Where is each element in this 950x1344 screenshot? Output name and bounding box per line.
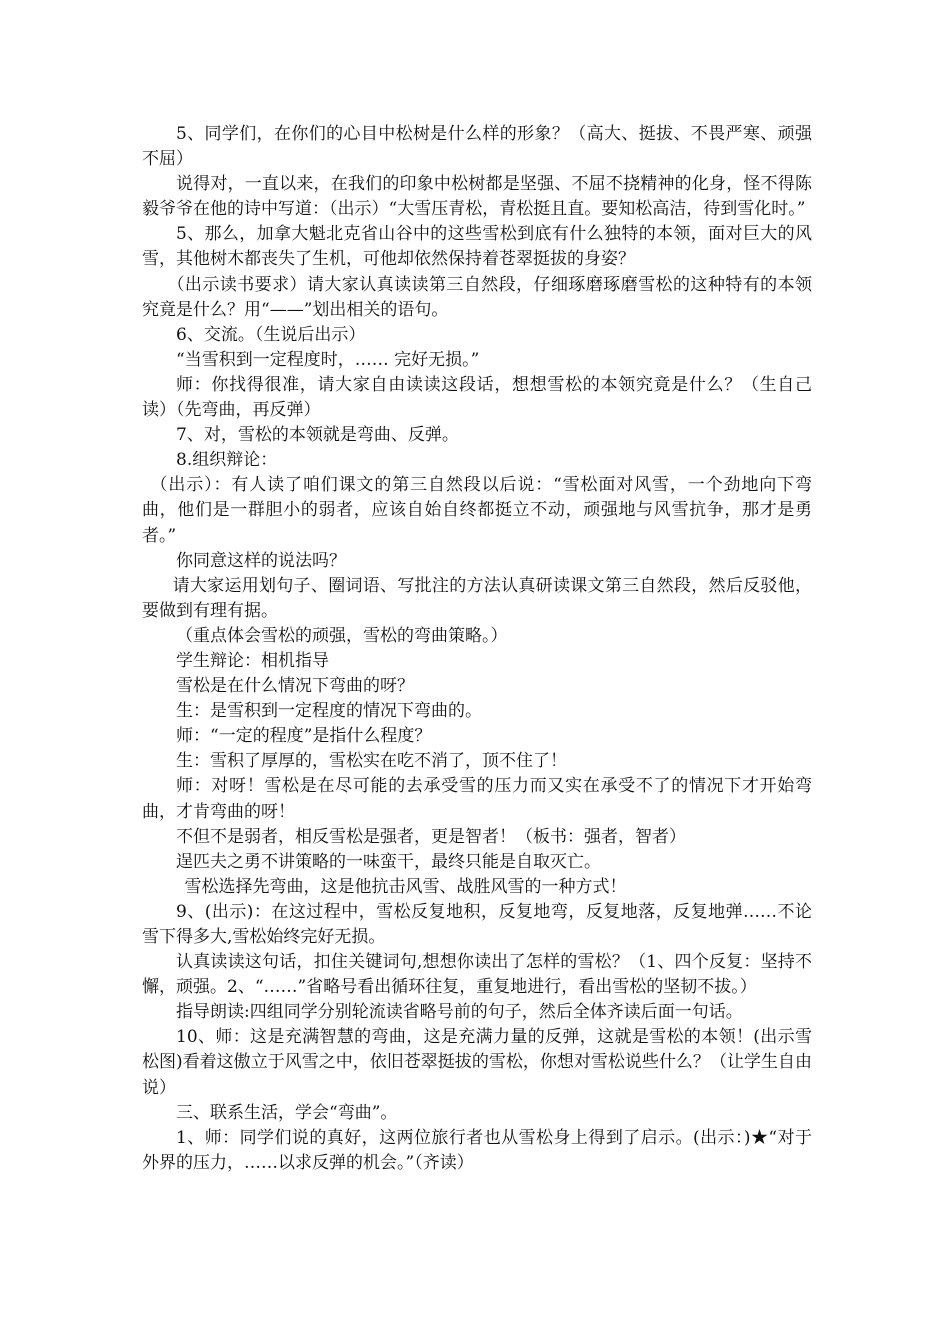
paragraph-guided-reading: 指导朗读:四组同学分别轮流读省略号前的句子，然后全体齐读后面一句话。 — [176, 1002, 743, 1023]
paragraph-question-5: 5、同学们，在你们的心目中松树是什么样的形象？（高大、挺拔、不畏严寒、顽强不屈） — [142, 124, 812, 170]
paragraph-agree-question: 你同意这样的说法吗？ — [176, 550, 346, 571]
paragraph-study-method: 请大家运用划句子、圈词语、写批注的方法认真研读课文第三自然段，然后反驳他，要做到有理有据。 — [142, 575, 812, 621]
paragraph-debate-8: 8.组织辩论： — [176, 450, 278, 471]
paragraph-reading-task: （出示读书要求）请大家认真读读第三自然段，仔细琢磨琢磨雪松的这种特有的本领究竟是什么？用“——”划出相关的语句。 — [142, 274, 812, 320]
paragraph-teacher-right: 师：对呀！雪松是在尽可能的去承受雪的压力而又实在承受不了的情况下才开始弯曲，才肯弯曲的呀！ — [142, 776, 812, 822]
paragraph-focus-note: （重点体会雪松的顽强，雪松的弯曲策略。） — [176, 625, 508, 646]
paragraph-student-answer-1: 生：是雪积到一定程度的情况下弯曲的。 — [176, 701, 482, 722]
paragraph-show-9: 9、(出示)：在这过程中，雪松反复地积，反复地弯，反复地落，反复地弹……不论雪下得多大,雪松始终完好无损。 — [142, 901, 812, 947]
paragraph-teacher-10: 10、师：这是充满智慧的弯曲，这是充满力量的反弹，这就是雪松的本领！(出示雪松图)看着这傲立于风雪之中，依旧苍翠挺拔的雪松，你想对雪松说些什么？（让学生自由说） — [142, 1027, 812, 1098]
paragraph-exchange-6: 6、交流。（生说后出示） — [176, 324, 366, 345]
paragraph-brute-force: 逞匹夫之勇不讲策略的一味蛮干，最终只能是自取灭亡。 — [176, 851, 601, 872]
paragraph-when-bend: 雪松是在什么情况下弯曲的呀？ — [176, 676, 414, 697]
paragraph-read-carefully: 认真读读这句话，扣住关键词句,想想你读出了怎样的雪松？（1、四个反复：坚持不懈，顽强。2、“……”省略号看出循环往复，重复地进行，看出雪松的坚韧不拔。） — [142, 952, 812, 998]
paragraph-teacher-degree: 师：“一定的程度”是指什么程度？ — [176, 726, 432, 747]
paragraph-not-weak: 不但不是弱者，相反雪松是强者，更是智者！（板书：强者，智者） — [176, 826, 686, 847]
paragraph-bend-first: 雪松选择先弯曲，这是他抗击风雪、战胜风雪的一种方式！ — [184, 876, 627, 897]
paragraph-teacher-1: 1、师：同学们说的真好，这两位旅行者也从雪松身上得到了启示。(出示：)★“对于外界的压力，……以求反弹的机会。”（齐读） — [142, 1127, 812, 1173]
paragraph-skill-7: 7、对，雪松的本领就是弯曲、反弹。 — [176, 425, 459, 446]
paragraph-poem-quote: 说得对，一直以来，在我们的印象中松树都是坚强、不屈不挠精神的化身，怪不得陈毅爷爷在他的诗中写道：（出示）“大雪压青松，青松挺且直。要知松高洁，待到雪化时。” — [142, 174, 812, 220]
document-body — [142, 122, 812, 1176]
paragraph-student-debate: 学生辩论：相机指导 — [176, 650, 329, 671]
paragraph-quote-snow: “当雪积到一定程度时，…… 完好无损。” — [176, 349, 480, 370]
paragraph-teacher-ask: 师：你找得很准，请大家自由读读这段话，想想雪松的本领究竟是什么？（生自己读）（先弯曲，再反弹） — [142, 374, 812, 421]
paragraph-question-5b: 5、那么，加拿大魁北克省山谷中的这些雪松到底有什么独特的本领，面对巨大的风雪，其他树木都丧失了生机，可他却依然保持着苍翠挺拔的身姿？ — [142, 224, 812, 270]
paragraph-debate-statement: （出示）：有人读了咱们课文的第三自然段以后说：“雪松面对风雪，一个劲地向下弯曲，他们是一群胆小的弱者，应该自始自终都挺立不动，顽强地与风雪抗争，那才是勇者。” — [142, 475, 812, 546]
section-heading-3: 三、联系生活，学会“弯曲”。 — [176, 1102, 398, 1123]
paragraph-student-answer-2: 生：雪积了厚厚的，雪松实在吃不消了，顶不住了！ — [176, 751, 567, 772]
